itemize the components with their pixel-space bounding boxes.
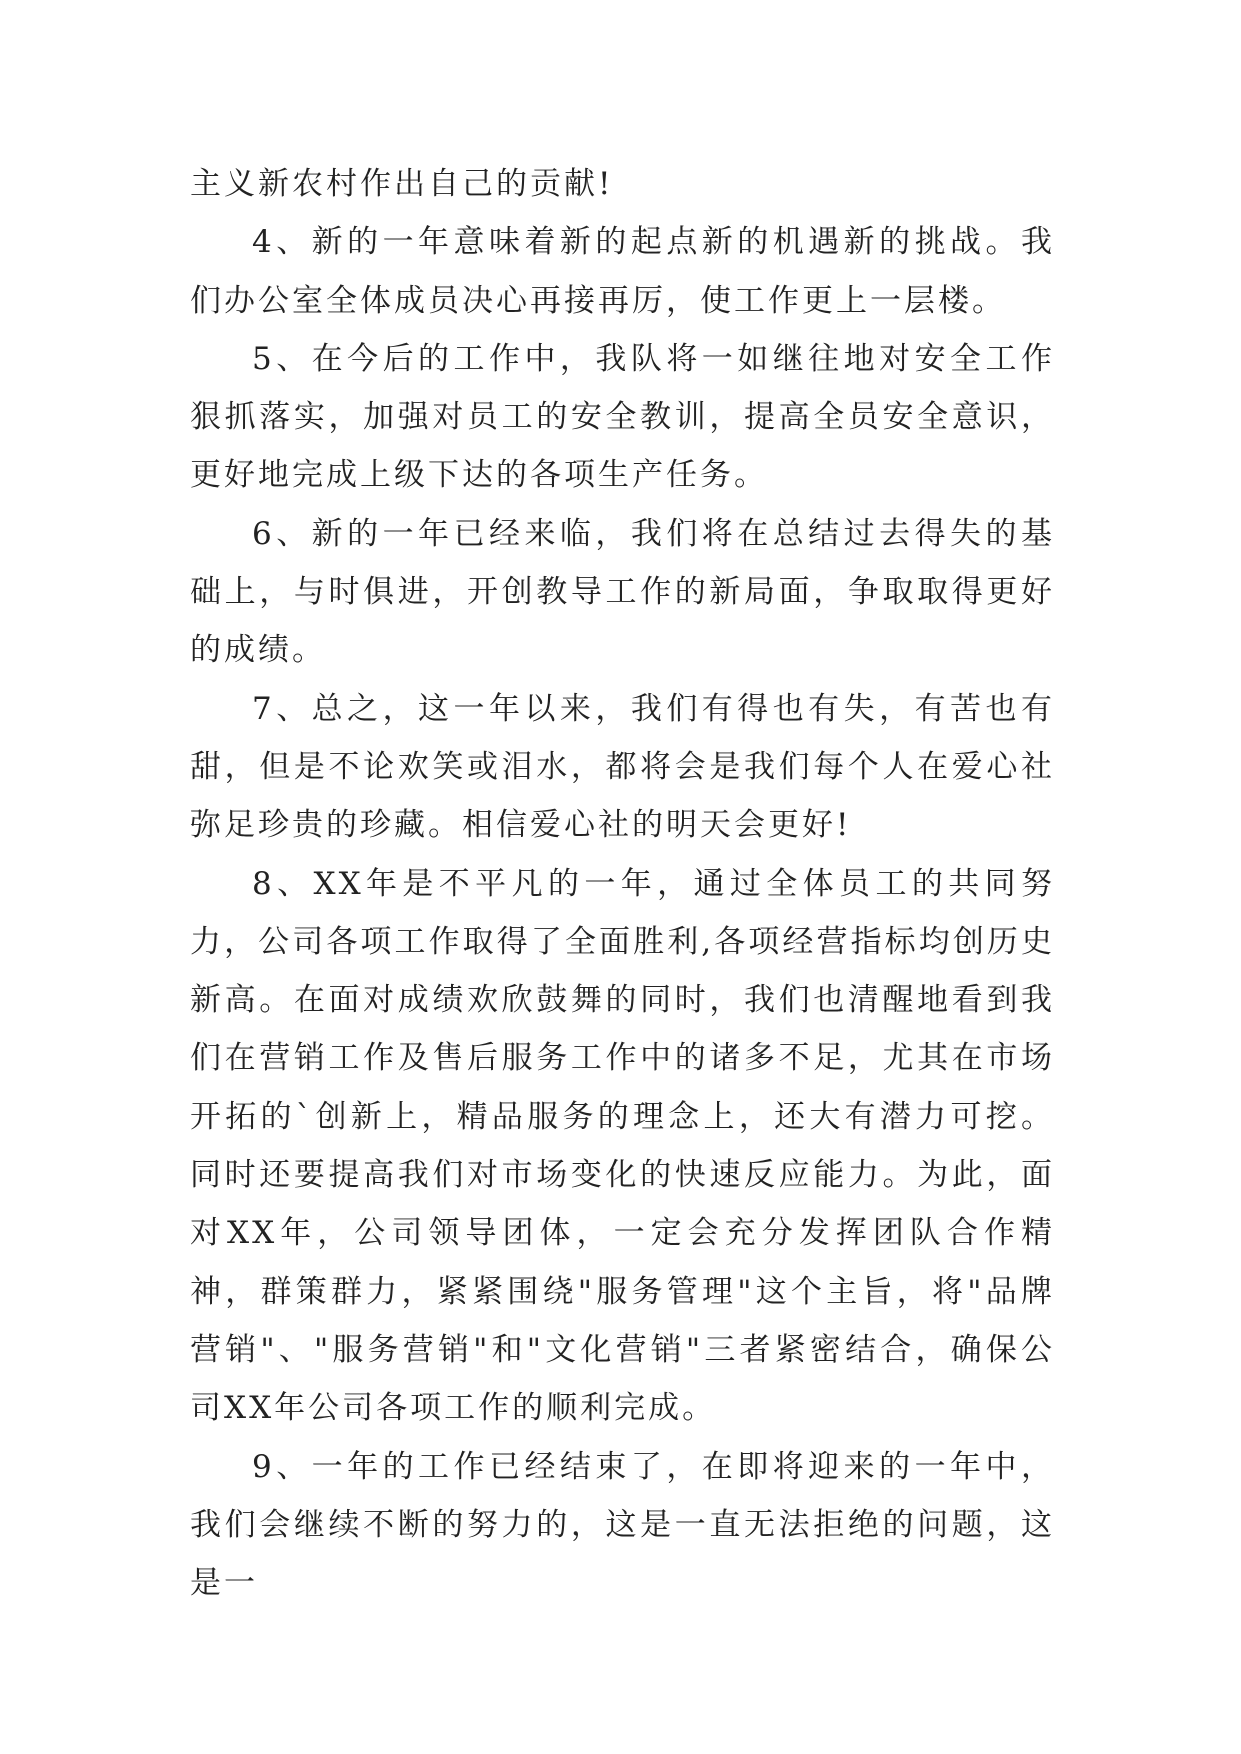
paragraph-7: 7、总之，这一年以来，我们有得也有失，有苦也有甜，但是不论欢笑或泪水，都将会是我们每个人在爱心社弥足珍贵的珍藏。相信爱心社的明天会更好! [190,690,1055,844]
document-body [190,155,1055,1612]
paragraph-9: 9、一年的工作已经结束了，在即将迎来的一年中，我们会继续不断的努力的，这是一直无法拒绝的问题，这是一 [190,1448,1055,1602]
paragraph-5: 5、在今后的工作中，我队将一如继往地对安全工作狠抓落实，加强对员工的安全教训，提高全员安全意识，更好地完成上级下达的各项生产任务。 [190,340,1055,494]
paragraph-continuation: 主义新农村作出自己的贡献! [190,166,614,202]
paragraph-4: 4、新的一年意味着新的起点新的机遇新的挑战。我们办公室全体成员决心再接再厉，使工作更上一层楼。 [190,224,1055,319]
paragraph-6: 6、新的一年已经来临，我们将在总结过去得失的基础上，与时俱进，开创教导工作的新局面，争取取得更好的成绩。 [190,515,1055,669]
paragraph-8: 8、XX年是不平凡的一年，通过全体员工的共同努力，公司各项工作取得了全面胜利,各项经营指标均创历史新高。在面对成绩欢欣鼓舞的同时，我们也清醒地看到我们在营销工作及售后服务工作中的诸多不足，尤其在市场开拓的`创新上，精品服务的理念上，还大有潜力可挖。同时还要提高我们对市场变化的快速反应能力。为此，面对XX年，公司领导团体，一定会充分发挥团队合作精神，群策群力，紧紧围绕"服务管理"这个主旨，将"品牌营销"、"服务营销"和"文化营销"三者紧密结合，确保公司XX年公司各项工作的顺利完成。 [190,865,1055,1427]
